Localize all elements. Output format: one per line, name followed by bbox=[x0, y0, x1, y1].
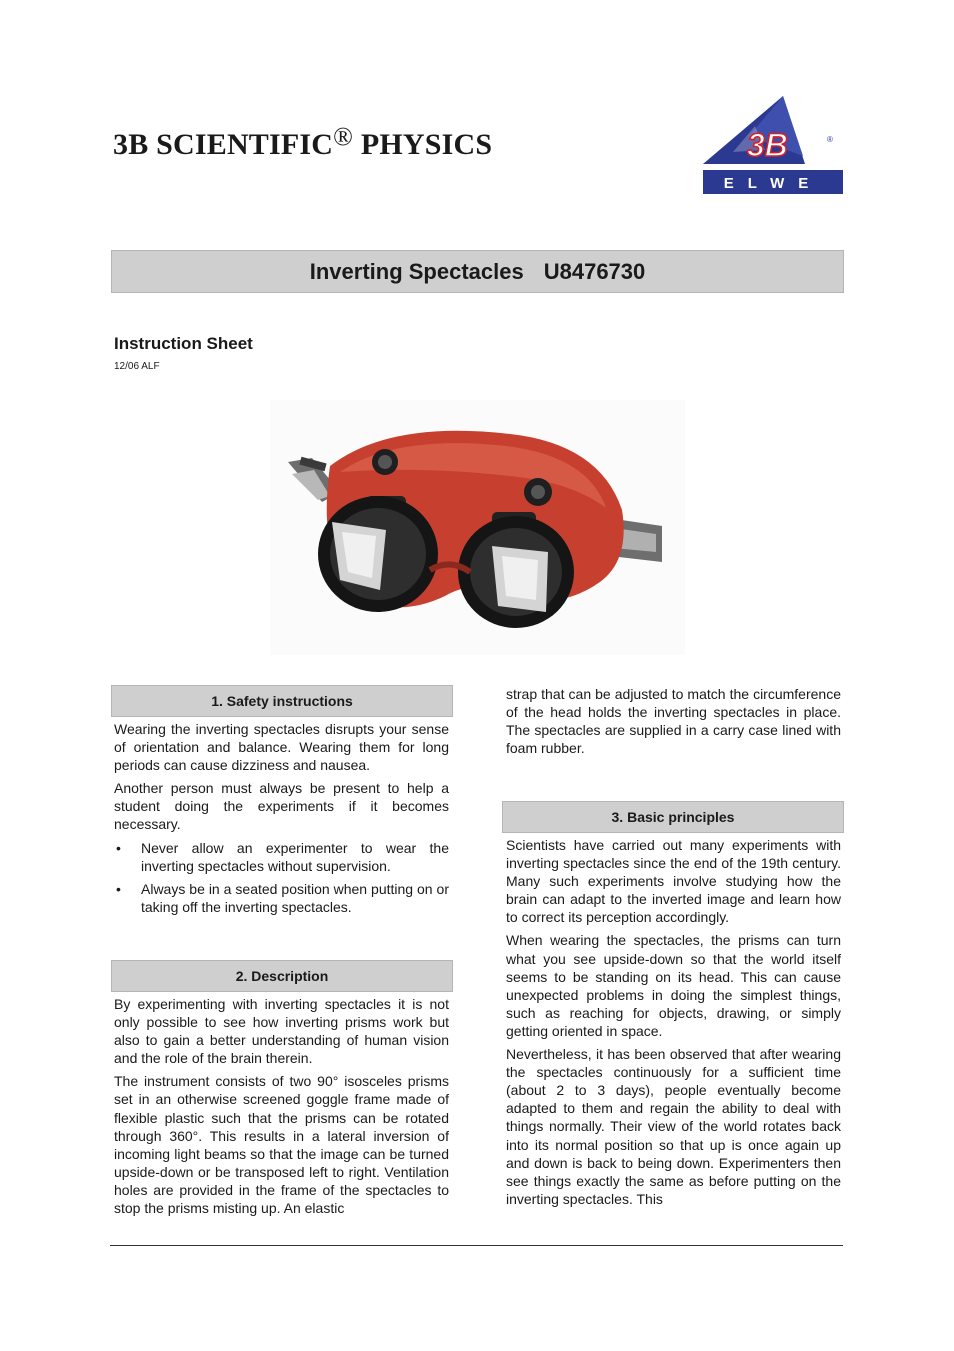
safety-bullet bbox=[114, 880, 449, 916]
safety-paragraph: Another person must always be present to help a student doing the experiments if it becomes necessary. bbox=[114, 780, 449, 833]
sheet-date: 12/06 ALF bbox=[114, 361, 160, 372]
product-title-bar bbox=[111, 250, 844, 293]
description-paragraph: By experimenting with inverting spectacles it is not only possible to see how inverting prisms work but also to gain a better understanding of human vision and the role of the brain therein. bbox=[114, 996, 449, 1067]
safety-bullet-text: Always be in a seated position when putting on or taking off the inverting spectacles. bbox=[141, 880, 449, 915]
safety-bullet bbox=[114, 839, 449, 875]
safety-paragraph: Wearing the inverting spectacles disrupts your sense of orientation and balance. Wearing them for long periods can cause dizziness and nausea. bbox=[114, 721, 449, 774]
safety-text bbox=[114, 720, 449, 921]
description-continuation-paragraph: strap that can be adjusted to match the circumference of the head holds the inverting spectacles in place. The spectacles are supplied in a carry case lined with foam rubber. bbox=[506, 686, 841, 757]
principles-paragraph: Nevertheless, it has been observed that after wearing the spectacles continuously for a sufficient time (about 2 to 3 days), people eventually become adapted to them and regain the ability to deal with things normally. Their view of the world rotates back into its normal position so that up is once again up and down is back to being down. Experimenters then see things exactly the same as before putting on the inverting spectacles. This bbox=[506, 1046, 841, 1207]
sheet-title: Instruction Sheet bbox=[114, 334, 253, 353]
description-paragraph: The instrument consists of two 90° isosceles prisms set in an otherwise screened goggle frame made of flexible plastic such that the prisms can be rotated through 360°. This results in a lateral inversion of incoming light beams so that the image can be turned upside-down or be transposed left to right. Ventilation holes are provided in the frame of the spectacles to stop the prisms misting up. An elastic bbox=[114, 1073, 449, 1217]
principles-paragraph: When wearing the spectacles, the prisms can turn what you see upside-down so that the world itself seems to be standing on its head. This can cause unexpected problems in doing the simplest things, such as reaching for objects, drawing, or simply getting oriented in space. bbox=[506, 932, 841, 1039]
section-heading-safety: 1. Safety instructions bbox=[111, 685, 453, 717]
logo-3b-text: 3B bbox=[747, 127, 788, 163]
brand-title bbox=[113, 122, 493, 162]
3b-elwe-logo bbox=[703, 96, 843, 194]
brand-suffix: PHYSICS bbox=[360, 128, 493, 161]
registered-mark: ® bbox=[333, 122, 354, 151]
description-continuation bbox=[506, 685, 841, 762]
section-heading-principles: 3. Basic principles bbox=[502, 801, 844, 833]
safety-bullet-list bbox=[114, 839, 449, 916]
principles-paragraph: Scientists have carried out many experiments with inverting spectacles since the end of the 19th century. Many such experiments involve studying how the brain can adapt to the inverted image and learn how to correct its perception accordingly. bbox=[506, 837, 841, 926]
safety-bullet-text: Never allow an experimenter to wear the inverting spectacles without supervision. bbox=[141, 839, 449, 874]
logo-registered-mark: ® bbox=[827, 135, 833, 144]
principles-text bbox=[506, 836, 841, 1213]
product-code: U8476730 bbox=[543, 258, 646, 284]
product-name: Inverting Spectacles bbox=[309, 258, 524, 284]
bullet-marker: • bbox=[116, 839, 121, 856]
logo-elwe-text: ELWE bbox=[723, 175, 823, 192]
bullet-marker: • bbox=[116, 880, 121, 897]
brand-text: 3B SCIENTIFIC bbox=[113, 128, 334, 161]
footer-divider bbox=[110, 1245, 843, 1246]
section-heading-description: 2. Description bbox=[111, 960, 453, 992]
product-photo bbox=[270, 400, 685, 655]
description-text bbox=[114, 995, 449, 1222]
